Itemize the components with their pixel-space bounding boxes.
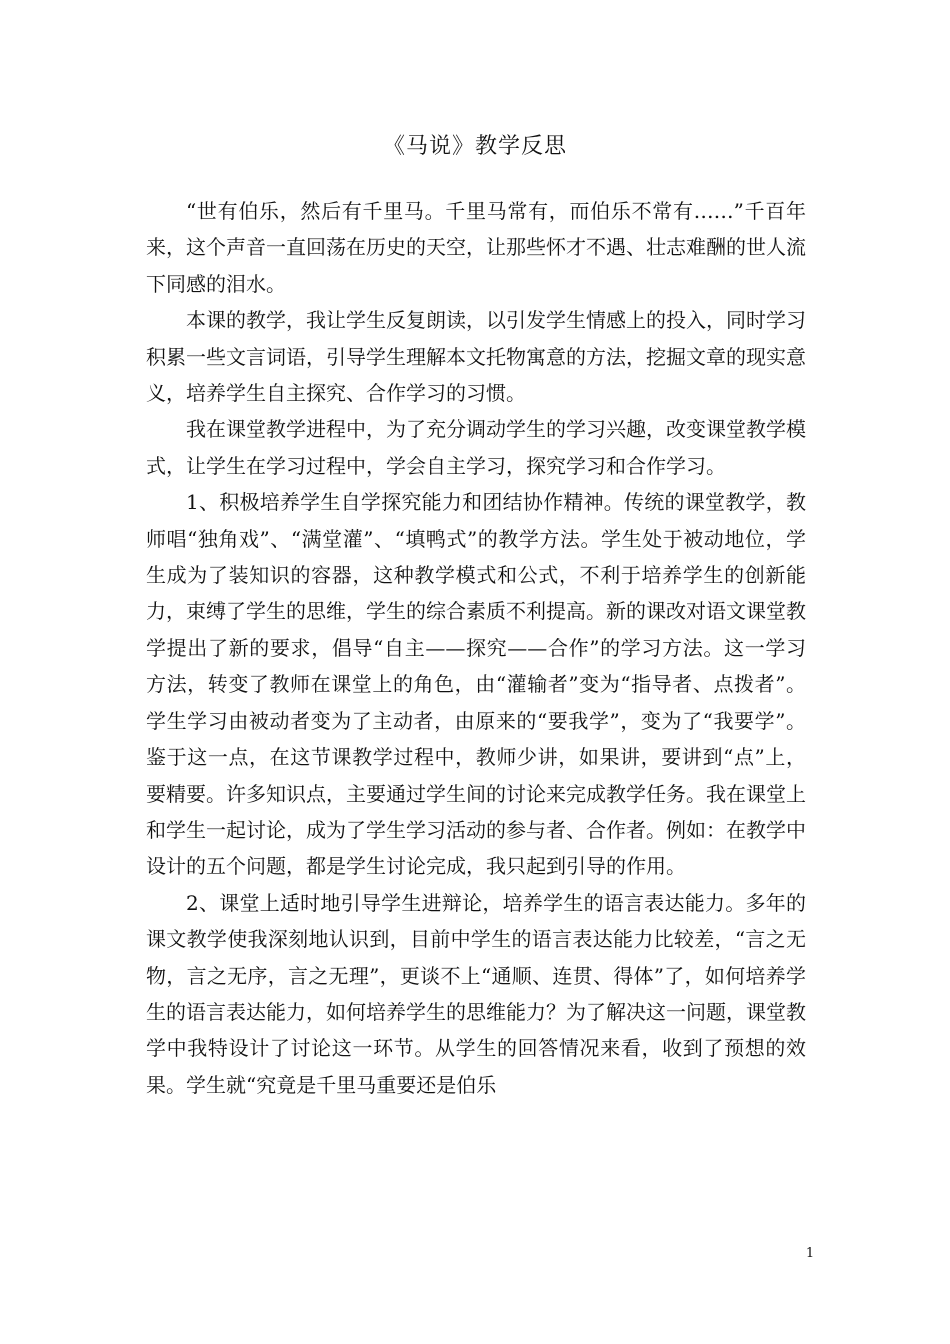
paragraph-point-two: 2、课堂上适时地引导学生进辩论，培养学生的语言表达能力。多年的课文教学使我深刻地认识到，目前中学生的语言表达能力比较差，“言之无物，言之无序，言之无理”，更谈不上“通顺、连贯、得体”了，如何培养学生的语言表达能力，如何培养学生的思维能力？为了解决这一问题，课堂教学中我特设计了讨论这一环节。从学生的回答情况来看，收到了预想的效果。学生就“究竟是千里马重要还是伯乐	[146, 890, 806, 1097]
document-title: 《马说》教学反思	[382, 134, 567, 159]
paragraph-point-one: 1、积极培养学生自学探究能力和团结协作精神。传统的课堂教学，教师唱“独角戏”、“满堂灌”、“填鸭式”的教学方法。学生处于被动地位，学生成为了装知识的容器，这种教学模式和公式，不利于培养学生的创新能力，束缚了学生的思维，学生的综合素质不利提高。新的课改对语文课堂教学提出了新的要求，倡导“自主——探究——合作”的学习方法。这一学习方法，转变了教师在课堂上的角色，由“灌输者”变为“指导者、点拨者”。学生学习由被动者变为了主动者，由原来的“要我学”，变为了“我要学”。鉴于这一点，在这节课教学过程中，教师少讲，如果讲，要讲到“点”上，要精要。许多知识点，主要通过学生间的讨论来完成教学任务。我在课堂上和学生一起讨论，成为了学生学习活动的参与者、合作者。例如：在教学中设计的五个问题，都是学生讨论完成，我只起到引导的作用。	[146, 490, 806, 879]
paragraph-teaching-mode: 我在课堂教学进程中，为了充分调动学生的学习兴趣，改变课堂教学模式，让学生在学习过程中，学会自主学习，探究学习和合作学习。	[146, 417, 806, 478]
paragraph-intro-quote: “世有伯乐，然后有千里马。千里马常有，而伯乐不常有……”千百年来，这个声音一直回荡在历史的天空，让那些怀才不遇、壮志难酬的世人流下同感的泪水。	[146, 199, 806, 296]
page-number: 1	[805, 1246, 815, 1261]
paragraph-lesson-overview: 本课的教学，我让学生反复朗读，以引发学生情感上的投入，同时学习积累一些文言词语，引导学生理解本文托物寓意的方法，挖掘文章的现实意义，培养学生自主探究、合作学习的习惯。	[146, 308, 806, 406]
document-body	[146, 193, 806, 1103]
